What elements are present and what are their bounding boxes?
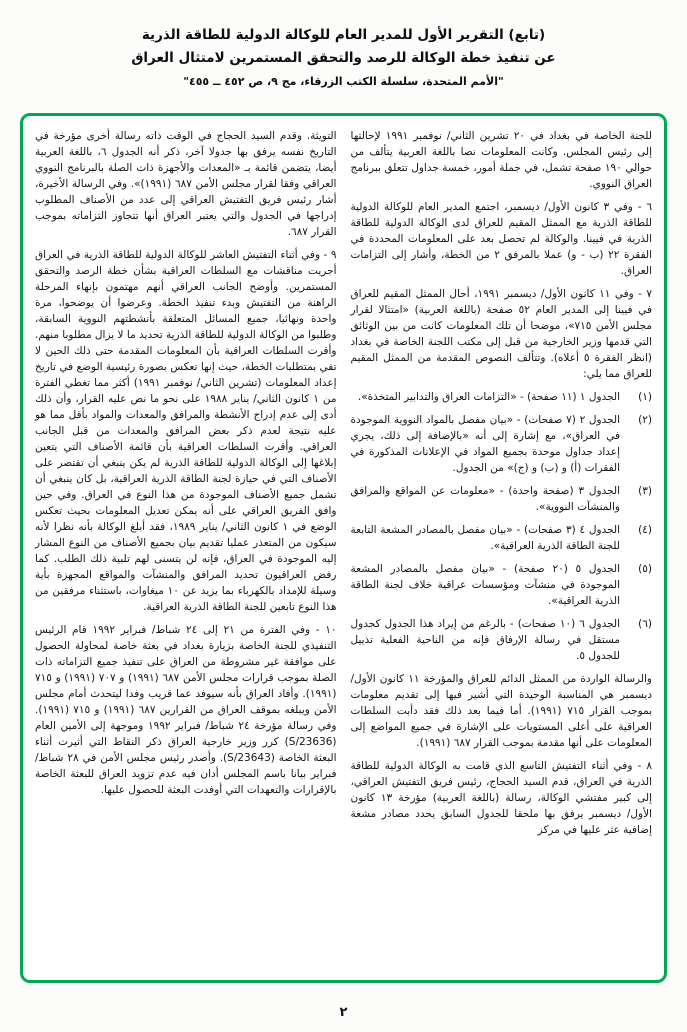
numbered-item-5 <box>351 561 653 609</box>
item-text: الجدول ٥ (٢٠ صفحة) - «بيان مفصل بالمصادر المشعة الموجودة في منشآت ومؤسسات عراقية خلاف لجنة الطاقة الذرية العراقية». <box>350 563 621 607</box>
document-header <box>0 0 687 91</box>
paragraph-letter-note: والرسالة الواردة من الممثل الدائم للعراق والمؤرخة ١١ كانون الأول/ ديسمبر هي المناسبة الوحيدة التي أشير فيها إلى تقديم معلومات بموجب القرار ٧١٥ (١٩٩١). أما فيما بعد ذلك فقد دأبت السلطات العراقية على أعلى المستويات على الإشارة في جميع المواضع إلى المعلومات على أنها مقدمة بموجب القرار ٦٨٧ (١٩٩١). <box>350 673 653 749</box>
paragraph-6: ٦ - وفي ٣ كانون الأول/ ديسمبر، اجتمع المدير العام للوكالة الدولية للطاقة الذرية مع الممثل المقيم للعراق لدى الوكالة الدولية للطاقة الذرية في فيينا. والوكالة لم تحصل بعد على المعلومات المحددة في الفقرة ٢٢ (ب - و) عملا بالمرفق ٢ من الخطة، وأشار إلى التزامات العراق. <box>350 201 652 277</box>
numbered-item-4 <box>351 522 653 554</box>
paragraph-tuwaitha: التويثة. وقدم السيد الحجاج في الوقت ذاته رسالة أخرى مؤرخة في التاريخ نفسه يرفق بها جدولا آخر، ذكر أنه الجدول ٦، باللغة العربية أيضا، يتضمن قائمة بـ «المعدات والأجهزة ذات الصلة بالبرنامج النووي العراقي وفقا لقرار مجلس الأمن ٦٨٧ (١٩٩١)». وفي الرسالة الأخيرة، أشار رئيس فريق التفتيش العراقي إلى عدد من الأصناف المطلوب إدراجها في الجدول والتي يعتبر العراق أنها تتجاوز التزاماته بموجب القرار ٦٨٧. <box>35 130 337 238</box>
numbered-item-3 <box>351 483 653 515</box>
item-marker: (١) <box>638 391 652 403</box>
item-marker: (٣) <box>638 485 652 497</box>
page-number: ٢ <box>339 1005 348 1020</box>
column-left <box>35 128 337 968</box>
item-marker: (٢) <box>638 414 652 426</box>
paragraph-9: ٩ - وفي أثناء التفتيش العاشر للوكالة الدولية للطاقة الذرية في العراق أجريت مناقشات مع السلطات العراقية بشأن خطة الرصد والتحقق المستمرين. وأوضح الجانب العراقي أنهم مهتمون بإنهاء المرحلة الراهنة من التفتيش وبدء تنفيذ الخطة. وعرضوا أن يوضحوا، مرة واحدة ونهائيا، جميع المسائل المتعلقة بأنشطتهم النووية السابقة، وطلبوا من الوكالة الدولية للطاقة الذرية تحديد ما لا يزال مطلوبا منهم. وأقرت السلطات العراقية بأن المعلومات المقدمة حتى ذلك الحين لا تفي بمتطلبات الخطة، حيث إنها تعكس بصورة رئيسية الوضع في تاريخ إعداد المعلومات (تشرين الثاني/ نوفمبر ١٩٩١) أكثر مما تغطي الفترة من ١ كانون الثاني/ يناير ١٩٨٨ على نحو ما نص عليه القرار، وأن ذلك أدى إلى عدم إدراج الأنشطة والمرافق والمعدات والمواد بأقل مما هو عليه نتيجة لعدم ذكر بعض المرافق والمعدات من قبل الجانب العراقي. وأقرت السلطات العراقية بأن قائمة الأصناف التي يتعين إبلاغها إلى الوكالة الدولية للطاقة الذرية لم يكن ينبغي أن تقتصر على الأصناف التي في حيازة لجنة الطاقة الذرية العراقية، بل كان ينبغي أن تشمل جميع الأصناف الموجودة من هذا النوع في العراق. وفي حين وافق الفريق العراقي على أنه يمكن تعديل المعلومات بحيث تعكس الوضع في ١ كانون الثاني/ يناير ١٩٨٩، فقد أبلغ الوكالة بأنه نظرا لأنه سيكون من المتعذر عمليا تقديم بيان بجميع الأصناف من النوع المشار إليه الموجودة في العراق، فإنه لن يتسنى لهم تلبية ذلك الطلب. كما رفض العراقيون تحديد المرافق والمنشآت والمواقع المجهزة بأية وسيلة للإمداد بالكهرباء بما يزيد عن ١٠ ميغاوات، باستثناء مرفقين من هذا النوع تابعين للجنة الطاقة الذرية العراقية. <box>35 249 337 613</box>
item-text: الجدول ٣ (صفحة واحدة) - «معلومات عن المواقع والمرافق والمنشآت النووية». <box>350 485 620 513</box>
numbered-item-1 <box>351 389 653 405</box>
page-footer <box>0 1005 687 1020</box>
item-text: الجدول ٢ (٧ صفحات) - «بيان مفصل بالمواد النووية الموجودة في العراق»، مع إشارة إلى أنه «بالإضافة إلى ذلك، يجري إعداد جداول موحدة بجميع المواد في الإعلانات المذكورة في الفقرات (أ) و (ب) و (ج)» من الجدول. <box>350 414 621 474</box>
report-title-line2: عن تنفيذ خطة الوكالة للرصد والتحقق المستمرين لامتثال العراق <box>131 50 556 66</box>
paragraph-continuation: للجنة الخاصة في بغداد في ٢٠ تشرين الثاني/ نوفمبر ١٩٩١ لإحالتها إلى رئيس المجلس. وكانت المعلومات نصا باللغة العربية يتألف من حوالي ١٩٠ صفحة تشمل، في جملة أمور، خمسة جداول تتعلق ببرنامج العراق النووي. <box>350 130 652 190</box>
paragraph-7: ٧ - وفي ١١ كانون الأول/ ديسمبر ١٩٩١، أحال الممثل المقيم للعراق في فيينا إلى المدير العام ٥٢ صفحة (باللغة العربية) «امتثالا لقرار مجلس الأمن ٧١٥»، موضحا أن تلك المعلومات كانت من بين الوثائق التي قدمها وزير الخارجية من قبل إلى مكتب اللجنة الخاصة في بغداد (انظر الفقرة ٥ أعلاه). وتتألف النصوص المقدمة من الممثل المقيم للعراق مما يلي: <box>350 288 653 380</box>
report-title-line1: (تابع) التقرير الأول للمدير العام للوكالة الدولية للطاقة الذرية <box>141 27 546 43</box>
numbered-item-6 <box>351 616 653 664</box>
item-text: الجدول ٦ (١٠ صفحات) - بالرغم من إيراد هذا الجدول كجدول مستقل في رسالة الإرفاق فإنه من الناحية الفعلية تذييل للجدول ٥. <box>350 618 621 662</box>
green-bordered-content-box <box>20 113 667 983</box>
item-marker: (٦) <box>638 618 652 630</box>
item-marker: (٤) <box>638 524 652 536</box>
report-source-citation: "الأمم المتحدة، سلسلة الكتب الزرقاء، مج ٩، ص ٤٥٢ ــ ٤٥٥" <box>183 75 504 88</box>
numbered-item-2 <box>351 412 653 476</box>
item-marker: (٥) <box>638 563 652 575</box>
item-text: الجدول ٤ (٣ صفحات) - «بيان مفصل بالمصادر المشعة التابعة للجنة الطاقة الذرية العراقية». <box>350 524 620 552</box>
column-right <box>351 128 653 968</box>
paragraph-8: ٨ - وفي أثناء التفتيش التاسع الذي قامت به الوكالة الدولية للطاقة الذرية في العراق، قدم السيد الحجاج، رئيس فريق التفتيش العراقي، إلى كبير مفتشي الوكالة، رسالة (باللغة العربية) مؤرخة ١٣ كانون الأول/ ديسمبر يرفق بها ملحقا للجدول السابق يحدد مصادر مشعة إضافية عثر عليها في مركز <box>350 760 652 836</box>
paragraph-10: ١٠ - وفي الفترة من ٢١ إلى ٢٤ شباط/ فبراير ١٩٩٢ قام الرئيس التنفيذي للجنة الخاصة بزيارة بغداد في بعثة خاصة لمحاولة الحصول على موافقة غير مشروطة من العراق على تنفيذ جميع التزاماته ذات الصلة بموجب قرارات مجلس الأمن ٦٨٧ (١٩٩١) و ٧٠٧ (١٩٩١) و ٧١٥ (١٩٩١). وأفاد العراق بأنه سيوفد عما قريب وفدا ليتحدث أمام مجلس الأمن ويبلغه بموقف العراق من القرارين ٦٨٧ (١٩٩١) و ٧١٥ (١٩٩١). وفي رسالة مؤرخة ٢٤ شباط/ فبراير ١٩٩٢ وموجهة إلى الأمين العام (S/23636) كرر وزير خارجية العراق ذكر النقاط التي أثيرت أثناء البعثة الخاصة (S/23643). وأصدر رئيس مجلس الأمن في ٢٨ شباط/ فبراير بيانا باسم المجلس أدان فيه عدم تزويد العراق للبعثة الخاصة بالإقرارات والتعهدات التي أوفدت البعثة للحصول عليها. <box>35 624 337 796</box>
item-text: الجدول ١ (١١ صفحة) - «التزامات العراق والتدابير المتخذة». <box>357 391 620 403</box>
